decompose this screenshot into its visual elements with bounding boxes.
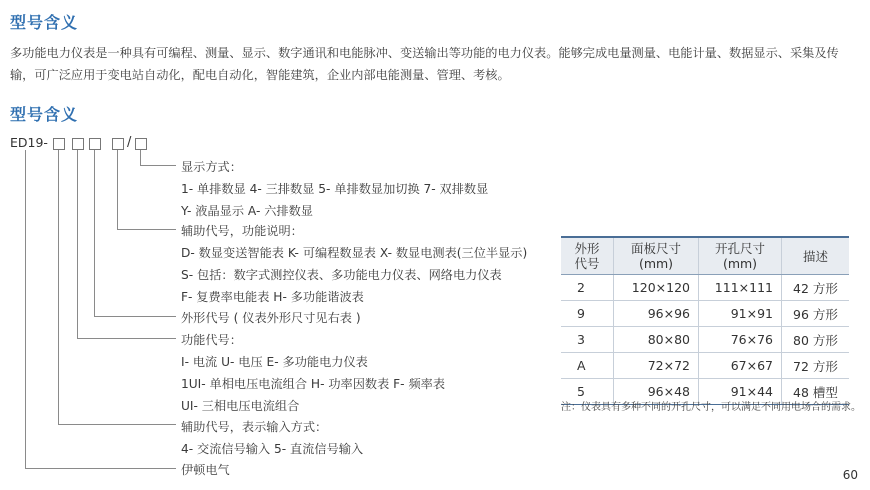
tree-shape-code: 外形代号 ( 仪表外形尺寸见右表 ): [181, 311, 361, 325]
code-box-4: [112, 138, 124, 150]
header-panel-size: 面板尺寸 (mm): [614, 237, 699, 275]
code-box-5: [135, 138, 147, 150]
table-row: [561, 275, 849, 301]
tree-input-mode-1: 4- 交流信号输入 5- 直流信号输入: [181, 442, 364, 456]
cell-cutout: 76×76: [699, 327, 782, 353]
table-row: [561, 353, 849, 379]
header-shape-code: 外形 代号: [561, 237, 614, 275]
tree-function-code: 功能代号：: [181, 333, 242, 347]
table-header-row: [561, 237, 849, 275]
cell-cutout: 111×111: [699, 275, 782, 301]
cell-panel: 96×48: [614, 379, 699, 405]
tree-aux-function: 辅助代号，功能说明：: [181, 224, 303, 238]
cell-cutout: 91×91: [699, 301, 782, 327]
intro-paragraph: 多功能电力仪表是一种具有可编程、测量、显示、数字通讯和电能脉冲、变送输出等功能的电力仪表。能够完成电量测量、电能计量、数据显示、采集及传输，可广泛应用于变电站自动化，配电自动化，智能建筑，企业内部电能测量、管理、考核。: [10, 46, 839, 82]
page-number: 60: [842, 468, 858, 482]
header-cutout-size: 开孔尺寸 (mm): [699, 237, 782, 275]
tree-input-mode: 辅助代号，表示输入方式：: [181, 420, 328, 434]
cell-cutout: 67×67: [699, 353, 782, 379]
cell-desc: 96 方形: [782, 301, 850, 327]
code-box-3: [89, 138, 101, 150]
cell-panel: 80×80: [614, 327, 699, 353]
cell-desc: 72 方形: [782, 353, 850, 379]
tree-display-options-2: Y- 液晶显示 A- 六排数显: [181, 204, 313, 218]
code-slash: /: [127, 135, 132, 150]
cell-cutout: 91×44: [699, 379, 782, 405]
tree-aux-function-2: S- 包括：数字式测控仪表、多功能电力仪表、网络电力仪表: [181, 268, 502, 282]
tree-aux-function-1: D- 数显变送智能表 K- 可编程数显表 X- 数显电测表(三位半显示): [181, 246, 528, 260]
section-title: 型号含义: [10, 13, 79, 32]
code-box-2: [72, 138, 84, 150]
cell-desc: 42 方形: [782, 275, 850, 301]
cell-desc: 48 槽型: [782, 379, 850, 405]
tree-display-mode: 显示方式：: [181, 160, 242, 174]
tree-brand: 伊顿电气: [181, 463, 230, 477]
model-prefix: ED19-: [10, 135, 48, 150]
cell-code: 9: [561, 301, 614, 327]
cell-panel: 120×120: [614, 275, 699, 301]
cell-desc: 80 方形: [782, 327, 850, 353]
shape-size-table: [561, 236, 849, 405]
code-box-1: [53, 138, 65, 150]
cell-code: 2: [561, 275, 614, 301]
header-description: 描述: [782, 237, 850, 275]
tree-display-options-1: 1- 单排数显 4- 三排数显 5- 单排数显加切换 7- 双排数显: [181, 182, 489, 196]
cell-panel: 96×96: [614, 301, 699, 327]
table-row: [561, 301, 849, 327]
cell-code: 5: [561, 379, 614, 405]
cell-code: 3: [561, 327, 614, 353]
tree-function-code-3: UI- 三相电压电流组合: [181, 399, 300, 413]
tree-function-code-2: 1UI- 单相电压电流组合 H- 功率因数表 F- 频率表: [181, 377, 446, 391]
table-note: 注：仪表具有多种不同的开孔尺寸，可以满足不同用电场合的需求。: [561, 402, 861, 413]
cell-code: A: [561, 353, 614, 379]
tree-aux-function-3: F- 复费率电能表 H- 多功能谐波表: [181, 290, 364, 304]
tree-function-code-1: I- 电流 U- 电压 E- 多功能电力仪表: [181, 355, 368, 369]
cell-panel: 72×72: [614, 353, 699, 379]
model-meaning-title: 型号含义: [10, 105, 79, 124]
table-row: [561, 327, 849, 353]
